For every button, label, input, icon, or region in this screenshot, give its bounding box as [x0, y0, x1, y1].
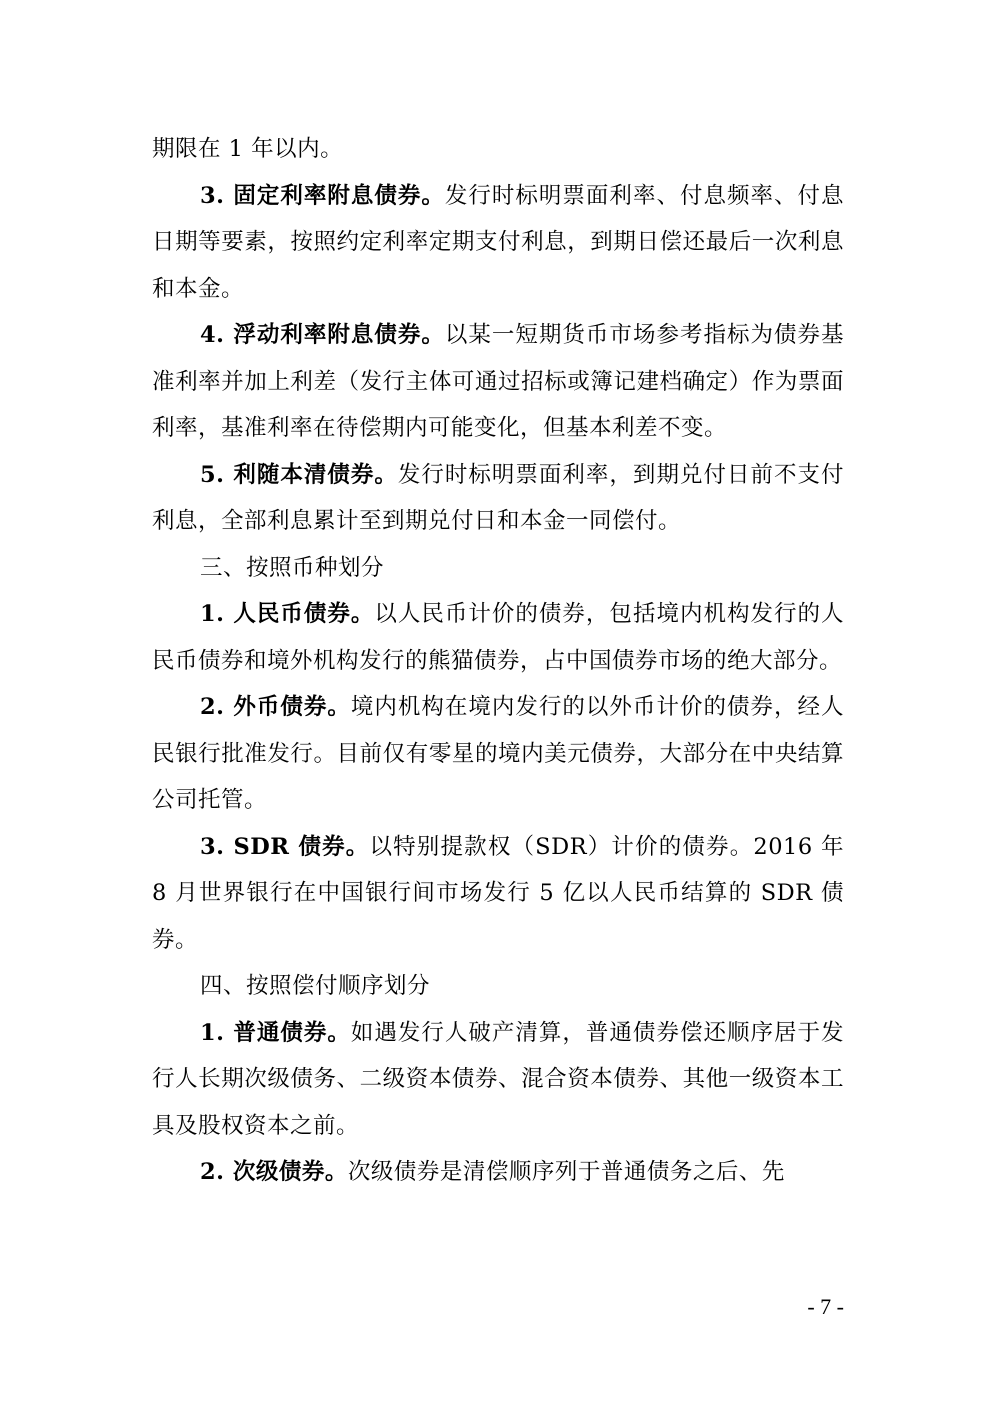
- paragraph-text: 境内机构在境内发行的以外币计价的债券，经人民银行批准发行。目前仅有零星的境内美元债券，大部分在中央结算公司托管。: [152, 694, 844, 813]
- paragraph-lump-sum-bond: [152, 452, 844, 545]
- section-heading-currency: 三、按照币种划分: [200, 554, 385, 581]
- paragraph-continuation: [152, 126, 844, 173]
- paragraph-text: 以人民币计价的债券，包括境内机构发行的人民币债券和境外机构发行的熊猫债券，占中国债券市场的绝大部分。: [152, 601, 844, 674]
- page-number: - 7 -: [807, 1294, 844, 1319]
- paragraph-lead: 1. 人民币债券。: [200, 601, 375, 627]
- paragraph-text: 以特别提款权（SDR）计价的债券。2016 年 8 月世界银行在中国银行间市场发行 5 亿以人民币结算的 SDR 债券。: [152, 833, 844, 953]
- paragraph-lead: 3. SDR 债券。: [200, 833, 370, 860]
- paragraph-lead: 4. 浮动利率附息债券。: [200, 322, 445, 348]
- paragraph-text: 次级债券是清偿顺序列于普通债务之后、先: [347, 1159, 785, 1185]
- paragraph-lead: 1. 普通债券。: [200, 1019, 351, 1046]
- paragraph-foreign-currency-bond: [152, 684, 844, 824]
- paragraph-text: 发行时标明票面利率，到期兑付日前不支付利息，全部利息累计至到期兑付日和本金一同偿付。: [152, 461, 844, 534]
- paragraph-lead: 2. 外币债券。: [200, 694, 351, 720]
- paragraph-rmb-bond: [152, 591, 844, 684]
- paragraph-text: 如遇发行人破产清算，普通债券偿还顺序居于发行人长期次级债务、二级资本债券、混合资本债券、其他一级资本工具及股权资本之前。: [152, 1019, 844, 1139]
- paragraph-text: 发行时标明票面利率、付息频率、付息日期等要素，按照约定利率定期支付利息，到期日偿还最后一次利息和本金。: [152, 182, 844, 302]
- body-text: [152, 126, 844, 1196]
- paragraph-lead: 3. 固定利率附息债券。: [200, 182, 445, 209]
- paragraph-sdr-bond: [152, 824, 844, 964]
- paragraph-lead: 5. 利随本清债券。: [200, 461, 398, 488]
- paragraph-subordinated-bond: [152, 1149, 844, 1196]
- paragraph-ordinary-bond: [152, 1010, 844, 1150]
- paragraph-lead: 2. 次级债券。: [200, 1159, 348, 1185]
- section-heading-repayment-order: 四、按照偿付顺序划分: [200, 973, 431, 999]
- paragraph-text: 期限在 1 年以内。: [152, 136, 344, 162]
- paragraph-floating-rate-bond: [152, 312, 844, 452]
- paragraph-text: 以某一短期货币市场参考指标为债券基准利率并加上利差（发行主体可通过招标或簿记建档确定）作为票面利率，基准利率在待偿期内可能变化，但基本利差不变。: [152, 322, 844, 441]
- paragraph-fixed-rate-bond: [152, 173, 844, 313]
